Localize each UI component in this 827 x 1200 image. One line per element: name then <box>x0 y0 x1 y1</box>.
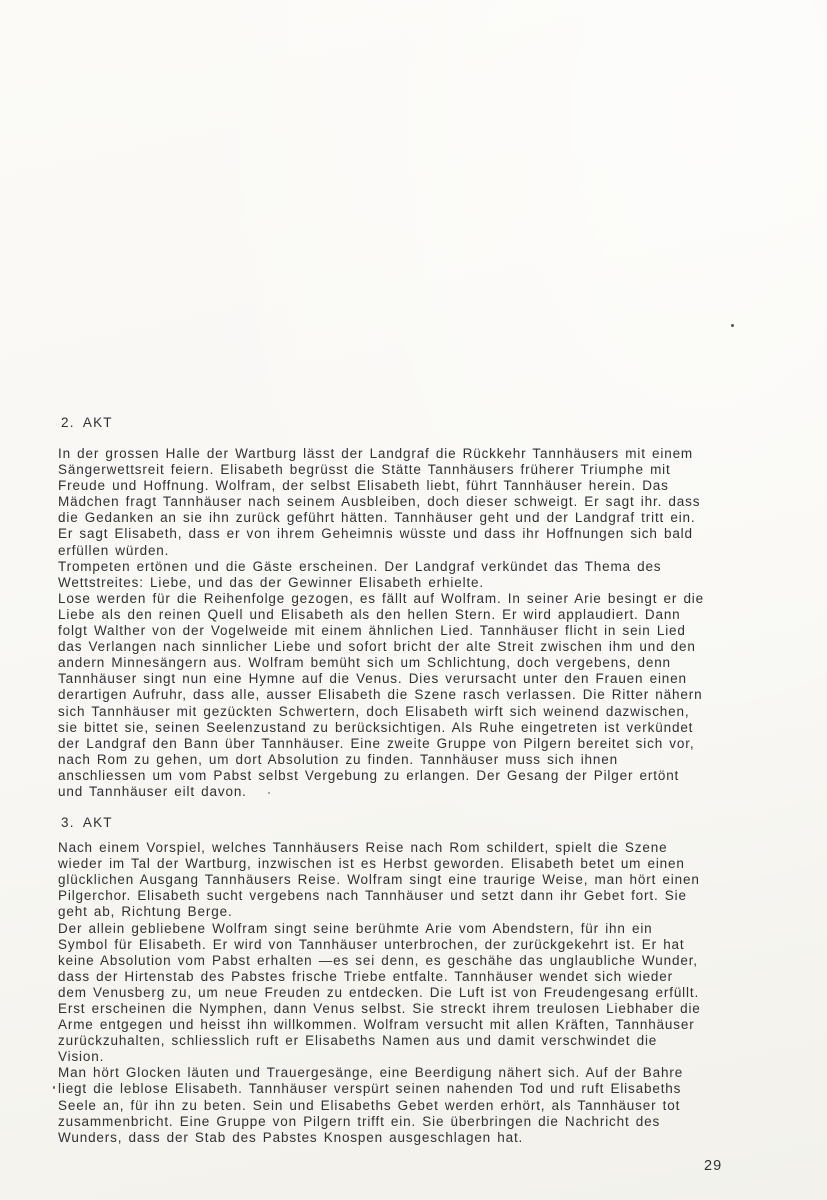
text-line: Liebe als den reinen Quell und Elisabeth als den hellen Stern. Er wird applaudiert. Dann <box>58 606 681 622</box>
text-line: sich Tannhäuser mit gezückten Schwertern, doch Elisabeth wirft sich weinend dazwischen, <box>58 703 690 719</box>
text-line: Sängerwettsreit feiern. Elisabeth begrüsst die Stätte Tannhäusers früherer Triumphe mit <box>58 462 671 478</box>
text-line: zurückzuhalten, schliesslich ruft er Elisabeths Namen aus und damit verschwindet die <box>58 1033 658 1049</box>
text-line: dem Venusberg zu, um neue Freuden zu entdecken. Die Luft ist von Freudengesang erfüllt. <box>58 984 700 1000</box>
text-line: Mädchen fragt Tannhäuser nach seinem Ausbleiben, doch dieser schweigt. Er sagt ihr. dass <box>58 494 701 510</box>
text-line: wieder im Tal der Wartburg, inzwischen ist es Herbst geworden. Elisabeth betet um einen <box>58 856 685 872</box>
text-line: Arme entgegen und heisst ihn willkommen. Wolfram versucht mit allen Kräften, Tannhäuser <box>58 1017 695 1033</box>
text-line: glücklichen Ausgang Tannhäusers Reise. Wolfram singt eine traurige Weise, man hört einen <box>58 872 700 888</box>
act-heading: 2. AKT <box>61 415 113 430</box>
text-line: die Gedanken an sie ihn zurück geführt hätten. Tannhäuser geht und der Landgraf tritt ein. <box>58 510 696 526</box>
text-line: andern Minnesängern aus. Wolfram bemüht sich um Schlichtung, doch vergebens, denn <box>58 655 671 671</box>
text-line: Erst erscheinen die Nymphen, dann Venus selbst. Sie streckt ihrem treulosen Liebhaber die <box>58 1001 701 1016</box>
text-line: Lose werden für die Reihenfolge gezogen, es fällt auf Wolfram. In seiner Arie besingt er die <box>58 590 705 606</box>
text-line: dass der Hirtenstab des Pabstes frische Triebe entfalte. Tannhäuser wendet sich wieder <box>58 968 673 984</box>
text-line: keine Absolution vom Pabst erhalten —es sei denn, es geschähe das unglaubliche Wunder, <box>58 952 698 968</box>
text-line: zusammenbricht. Eine Gruppe von Pilgern trifft ein. Sie überbringen die Nachricht des <box>58 1113 661 1129</box>
text-line: sie bittet sie, seinen Seelenzustand zu berücksichtigen. Als Ruhe eingetreten ist verkündet <box>58 719 694 735</box>
act-section <box>58 815 777 1146</box>
text-line: Nach einem Vorspiel, welches Tannhäusers Reise nach Rom schildert, spielt die Szene <box>58 840 668 856</box>
text-line: Vision. <box>58 1049 105 1065</box>
text-line: Symbol für Elisabeth. Er wird von Tannhäuser unterbrochen, der zurückgekehrt ist. Er hat <box>58 936 685 952</box>
text-line: Trompeten ertönen und die Gäste erscheinen. Der Landgraf verkündet das Thema des <box>58 558 662 574</box>
text-line: In der grossen Halle der Wartburg lässt der Landgraf die Rückkehr Tannhäusers mit einem <box>58 446 694 461</box>
act-paragraph <box>58 840 777 1146</box>
paper-speck <box>731 324 734 327</box>
text-line: liegt die leblose Elisabeth. Tannhäuser verspürt seinen nahenden Tod und ruft Elisabeths <box>58 1081 682 1097</box>
paper-speck <box>53 1086 55 1089</box>
text-line: Wunders, dass der Stab des Pabstes Knospen ausgeschlagen hat. <box>58 1129 524 1145</box>
act-heading: 3. AKT <box>61 815 113 831</box>
text-line: Man hört Glocken läuten und Trauergesänge, eine Beerdigung nähert sich. Auf der Bahre <box>58 1065 684 1081</box>
sections <box>58 415 777 1146</box>
text-line: Der allein gebliebene Wolfram singt seine berühmte Arie vom Abendstern, für ihn ein <box>58 920 653 936</box>
text-line: Er sagt Elisabeth, dass er von ihrem Geheimnis wüsste und dass ihr Hoffnungen sich bald <box>58 526 693 542</box>
text-line: geht ab, Richtung Berge. <box>58 904 233 920</box>
page-number: 29 <box>704 1158 723 1174</box>
text-line: nach Rom zu gehen, um dort Absolution zu finden. Tannhäuser muss sich ihnen <box>58 751 618 767</box>
text-line: Pilgerchor. Elisabeth sucht vergebens nach Tannhäuser und setzt dann ihr Gebet fort. Sie <box>58 888 687 904</box>
text-line: Wettstreites: Liebe, und das der Gewinner Elisabeth erhielte. <box>58 574 485 590</box>
text-line: Tannhäuser singt nun eine Hymne auf die Venus. Dies verursacht unter den Frauen einen <box>58 671 687 687</box>
text-line: und Tannhäuser eilt davon. <box>58 783 247 799</box>
act-paragraph <box>58 446 777 800</box>
text-line: anschliessen um vom Pabst selbst Vergebung zu erlangen. Der Gesang der Pilger ertönt <box>58 767 680 783</box>
text-line: Freude und Hoffnung. Wolfram, der selbst Elisabeth liebt, führt Tannhäuser herein. Das <box>58 478 669 494</box>
text-line: folgt Walther von der Vogelweide mit einem ähnlichen Lied. Tannhäuser flicht in sein Lied <box>58 623 686 639</box>
text-line: das Verlangen nach sinnlicher Liebe und sofort bricht der alte Streit zwischen ihm und den <box>58 639 696 655</box>
text-line: der Landgraf den Bann über Tannhäuser. Eine zweite Gruppe von Pilgern bereitet sich vor, <box>58 735 695 751</box>
text-line: erfüllen würden. <box>58 542 170 558</box>
text-block <box>58 415 777 1146</box>
text-line: derartigen Aufruhr, dass alle, ausser Elisabeth die Szene rasch verlassen. Die Ritter nähern <box>58 687 703 703</box>
act-section <box>58 415 777 800</box>
text-line: Seele an, für ihn zu beten. Sein und Elisabeths Gebet werden erhört, als Tannhäuser tot <box>58 1097 681 1113</box>
paper-speck <box>268 792 270 794</box>
